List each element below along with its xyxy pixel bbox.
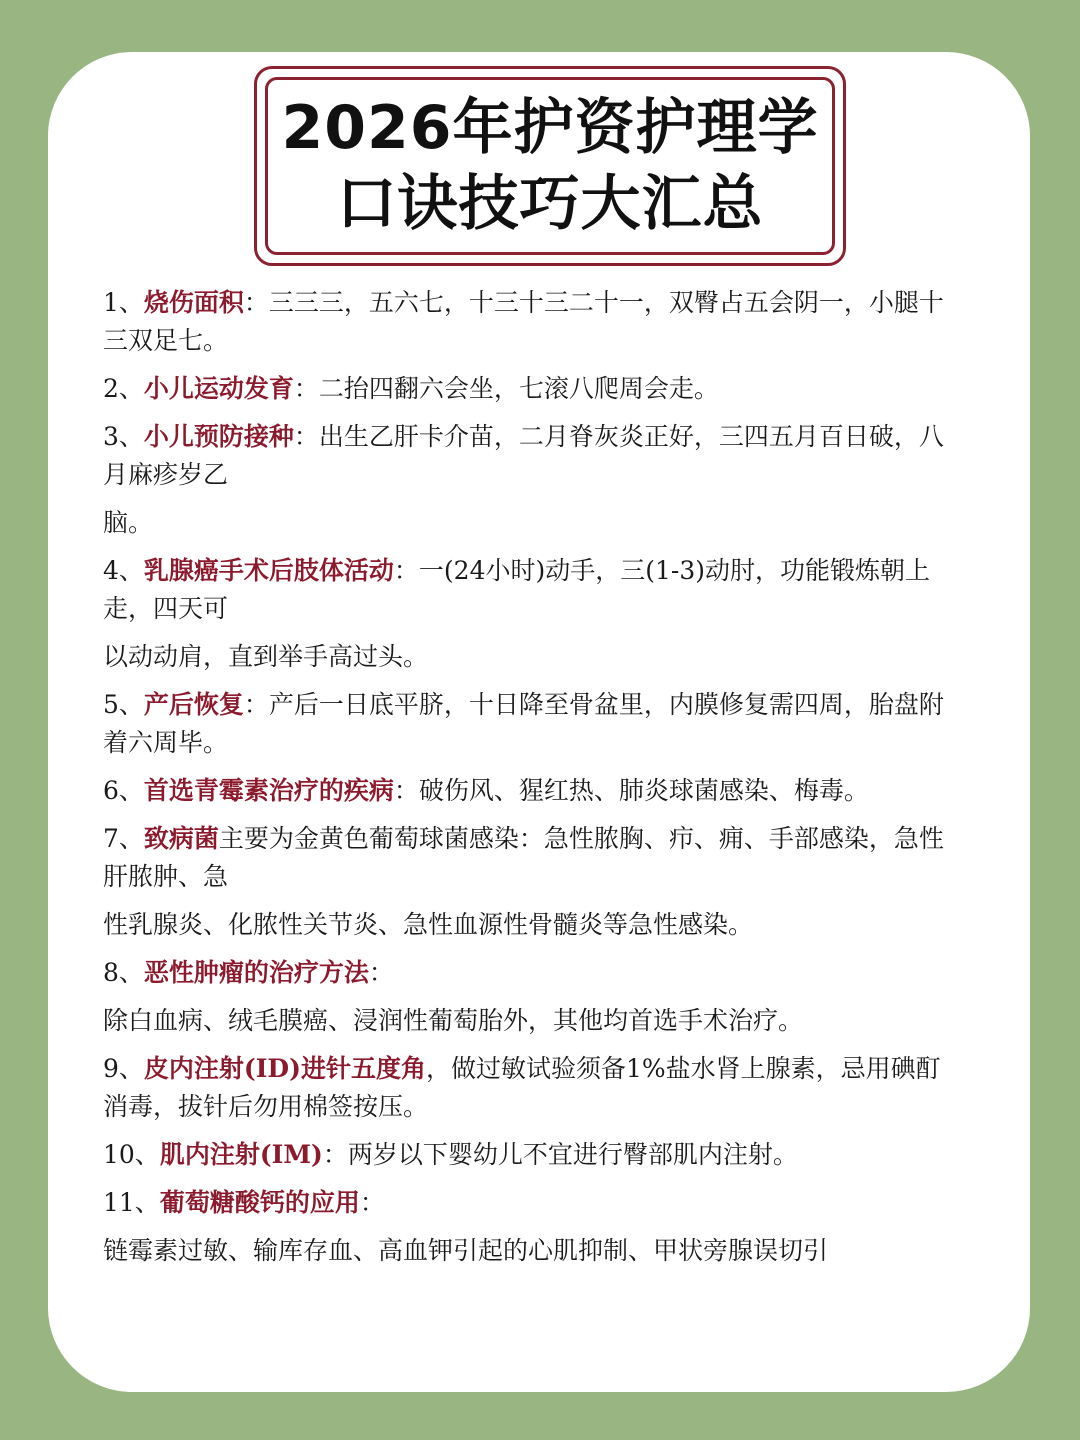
tip-keyword: 肌内注射(IM) — [159, 1140, 323, 1169]
title-line-1: 2026年护资护理学 — [281, 93, 819, 163]
tip-text: ： — [359, 1188, 385, 1217]
tip-item-11 — [103, 1184, 963, 1270]
tip-text: ： — [368, 958, 394, 987]
tip-item-9 — [103, 1050, 963, 1126]
tip-number: 10、 — [103, 1140, 160, 1169]
tip-number: 1、 — [103, 288, 144, 317]
tip-number: 3、 — [103, 422, 144, 451]
tip-text: ：两岁以下婴幼儿不宜进行臀部肌内注射。 — [322, 1140, 798, 1169]
title-line-2: 口诀技巧大汇总 — [336, 169, 764, 239]
tip-number: 4、 — [103, 556, 144, 585]
tip-item-3 — [103, 418, 963, 542]
tip-continuation: 性乳腺炎、化脓性关节炎、急性血源性骨髓炎等急性感染。 — [103, 910, 754, 939]
tip-text: ：出生乙肝卡介苗，二月脊灰炎正好，三四五月百日破，八月麻疹岁乙 — [103, 422, 944, 489]
tip-keyword: 小儿运动发育 — [143, 374, 294, 403]
tip-item-8 — [103, 954, 963, 1040]
tip-item-2 — [103, 370, 963, 408]
tip-continuation: 脑。 — [103, 508, 154, 537]
tip-item-4 — [103, 552, 963, 676]
tip-text: ：三三三，五六七，十三十三二十一，双臀占五会阴一，小腿十三双足七。 — [103, 288, 944, 355]
tip-text: 主要为金黄色葡萄球菌感染：急性脓胸、疖、痈、手部感染，急性肝脓肿、急 — [103, 824, 944, 891]
tip-number: 8、 — [103, 958, 144, 987]
tip-continuation: 以动动肩，直到举手高过头。 — [103, 642, 429, 671]
tip-text: ，做过敏试验须备1%盐水肾上腺素，忌用碘酊消毒，拔针后勿用棉签按压。 — [103, 1054, 941, 1121]
tip-text: ：产后一日底平脐，十日降至骨盆里，内膜修复需四周，胎盘附着六周毕。 — [103, 690, 944, 757]
tip-keyword: 恶性肿瘤的治疗方法 — [143, 958, 369, 987]
tip-item-7 — [103, 820, 963, 944]
title-inner-frame — [265, 77, 835, 255]
tip-continuation: 链霉素过敏、输库存血、高血钾引起的心肌抑制、甲状旁腺误切引 — [103, 1236, 829, 1265]
tip-continuation: 除白血病、绒毛膜癌、浸润性葡萄胎外，其他均首选手术治疗。 — [103, 1006, 804, 1035]
tip-number: 7、 — [103, 824, 144, 853]
title-frame — [254, 66, 846, 266]
tip-item-1 — [103, 284, 963, 360]
tip-number: 6、 — [103, 776, 144, 805]
tip-number: 5、 — [103, 690, 144, 719]
tip-keyword: 产后恢复 — [143, 690, 244, 719]
tip-keyword: 葡萄糖酸钙的应用 — [159, 1188, 360, 1217]
tip-keyword: 乳腺癌手术后肢体活动 — [143, 556, 394, 585]
tip-number: 11、 — [103, 1188, 160, 1217]
tip-keyword: 首选青霉素治疗的疾病 — [143, 776, 394, 805]
tip-text: ：二抬四翻六会坐，七滚八爬周会走。 — [293, 374, 719, 403]
tip-number: 9、 — [103, 1054, 144, 1083]
tip-keyword: 烧伤面积 — [143, 288, 244, 317]
tip-number: 2、 — [103, 374, 144, 403]
tip-item-6 — [103, 772, 963, 810]
tip-keyword: 致病菌 — [143, 824, 219, 853]
tip-item-5 — [103, 686, 963, 762]
tips-list — [103, 284, 963, 1270]
tip-keyword: 皮内注射(ID)进针五度角 — [143, 1054, 426, 1083]
tip-text: ：破伤风、猩红热、肺炎球菌感染、梅毒。 — [393, 776, 869, 805]
tip-text: ：一(24小时)动手，三(1-3)动肘，功能锻炼朝上走，四天可 — [103, 556, 931, 623]
tip-item-10 — [103, 1136, 963, 1174]
tip-keyword: 小儿预防接种 — [143, 422, 294, 451]
